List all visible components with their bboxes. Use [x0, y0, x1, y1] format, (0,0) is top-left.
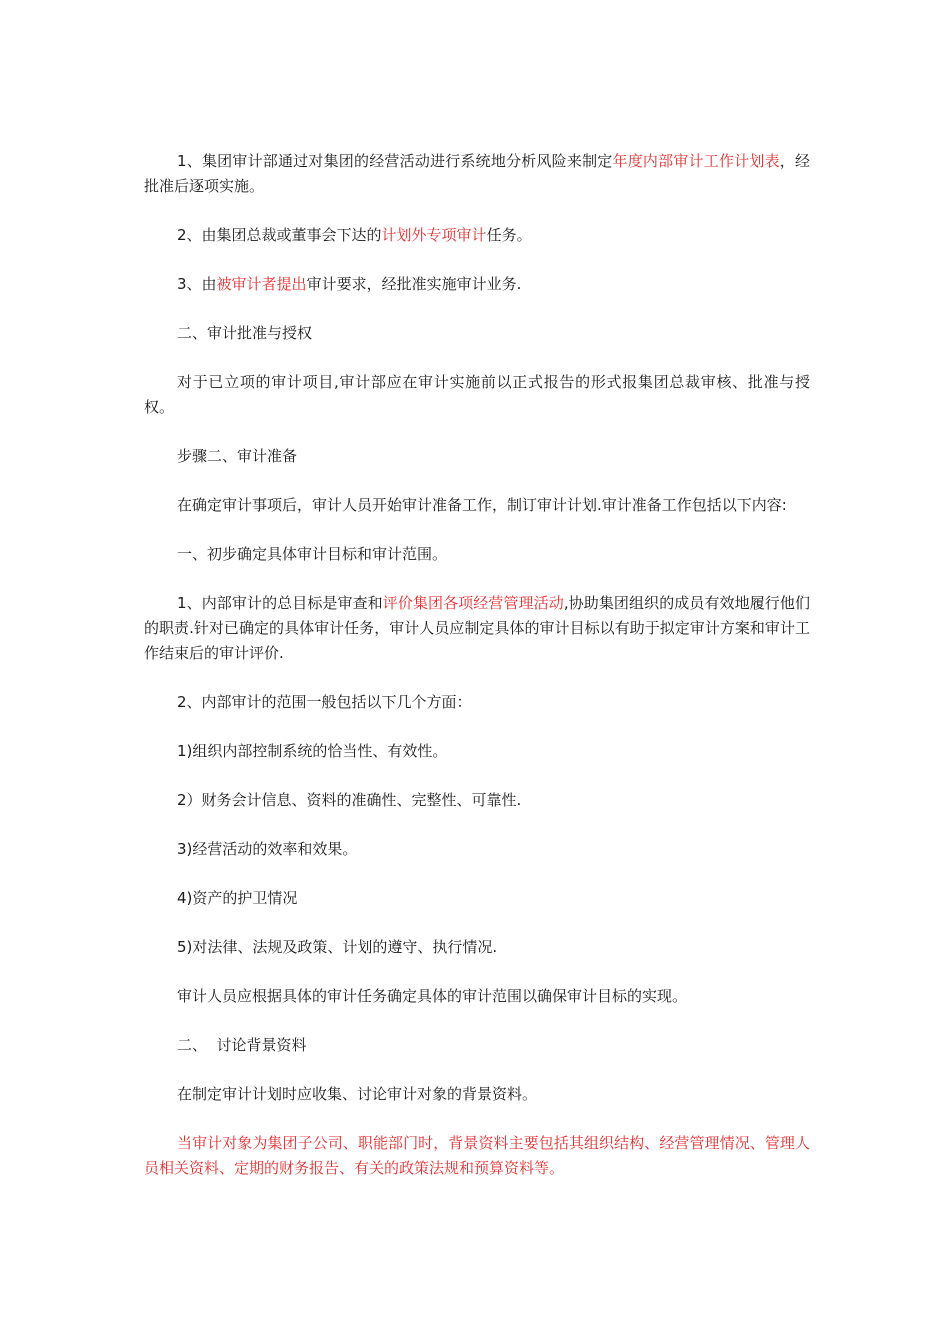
text-run: 对于已立项的审计项目,审计部应在审计实施前以正式报告的形式报集团总裁审核、批准与授权。 [144, 373, 810, 416]
list-item [144, 886, 810, 911]
highlighted-text: 当审计对象为集团子公司、职能部门时，背景资料主要包括其组织结构、经营管理情况、管理人员相关资料、定期的财务报告、有关的政策法规和预算资料等。 [144, 1134, 810, 1177]
text-run: 审计要求，经批准实施审计业务. [306, 275, 522, 293]
text-run: 步骤二、审计准备 [177, 447, 298, 465]
text-run: 审计人员应根据具体的审计任务确定具体的审计范围以确保审计目标的实现。 [177, 987, 688, 1005]
paragraph [144, 591, 810, 666]
paragraph [144, 493, 810, 518]
list-item [144, 935, 810, 960]
highlighted-text: 评价集团各项经营管理活动 [382, 594, 564, 612]
text-run: 2、内部审计的范围一般包括以下几个方面： [177, 693, 472, 711]
section-heading [144, 1033, 810, 1058]
paragraph [144, 690, 810, 715]
text-run: 在确定审计事项后，审计人员开始审计准备工作，制订审计计划.审计准备工作包括以下内容: [177, 496, 787, 514]
text-run: 2、由集团总裁或董事会下达的 [177, 226, 382, 244]
text-run: 2）财务会计信息、资料的准确性、完整性、可靠性. [177, 791, 522, 809]
highlighted-text: 被审计者提出 [216, 275, 307, 293]
text-run: 5)对法律、法规及政策、计划的遵守、执行情况. [177, 938, 498, 956]
text-run: 一、初步确定具体审计目标和审计范围。 [177, 545, 448, 563]
list-item [144, 837, 810, 862]
paragraph [144, 272, 810, 297]
text-run: 1、集团审计部通过对集团的经营活动进行系统地分析风险来制定 [177, 152, 613, 170]
text-run: 3)经营活动的效率和效果。 [177, 840, 358, 858]
paragraph [144, 984, 810, 1009]
text-run: 3、由 [177, 275, 217, 293]
text-run: 1、内部审计的总目标是审查和 [177, 594, 383, 612]
paragraph [144, 1082, 810, 1107]
paragraph [144, 223, 810, 248]
text-run: 在制定审计计划时应收集、讨论审计对象的背景资料。 [177, 1085, 538, 1103]
list-item [144, 788, 810, 813]
text-run: 4)资产的护卫情况 [177, 889, 298, 907]
highlighted-paragraph [144, 1131, 810, 1181]
section-heading [144, 542, 810, 567]
text-run: ，经批准后逐项实施。 [144, 152, 810, 195]
highlighted-text: 计划外专项审计 [381, 226, 487, 244]
text-run: 1)组织内部控制系统的恰当性、有效性。 [177, 742, 448, 760]
step-heading [144, 444, 810, 469]
document-body [144, 149, 810, 1205]
text-run: 二、 讨论背景资料 [177, 1036, 307, 1054]
list-item [144, 739, 810, 764]
highlighted-text: 年度内部审计工作计划表 [612, 152, 780, 170]
section-heading [144, 321, 810, 346]
text-run: ,协助集团组织的成员有效地履行他们的职责.针对已确定的具体审计任务，审计人员应制定具体的审计目标以有助于拟定审计方案和审计工作结束后的审计评价. [144, 594, 810, 662]
paragraph [144, 149, 810, 199]
paragraph [144, 370, 810, 420]
text-run: 二、审计批准与授权 [177, 324, 313, 342]
text-run: 任务。 [486, 226, 532, 244]
